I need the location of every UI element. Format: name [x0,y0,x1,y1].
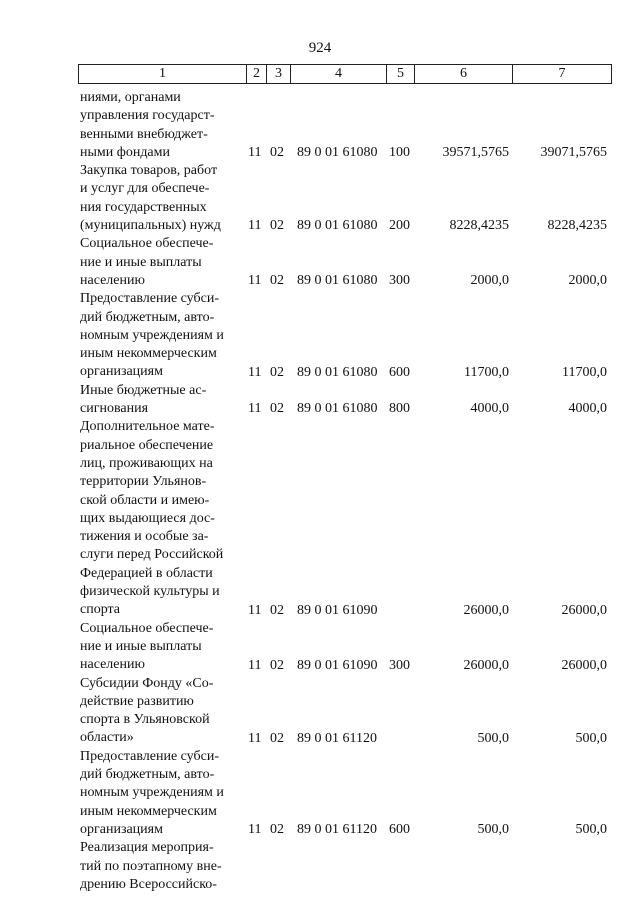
description-line: Иные бюджетные ас- [80,382,207,398]
description-line: управления государст- [80,108,215,124]
description-line: спорта в Ульяновской [80,712,210,728]
description-line: ние и иные выплаты [80,638,202,654]
header-col-2: 2 [247,65,267,83]
cell-col-7: 11700,0 [562,364,607,380]
description-line: Федерацией в области [80,565,213,581]
cell-col-2: 11 [248,145,262,161]
table-row [0,382,640,419]
table-row [0,675,640,748]
cell-col-7: 8228,4235 [547,218,607,234]
row-description [80,748,244,839]
row-description [80,235,244,290]
cell-col-7: 26000,0 [561,657,607,673]
cell-col-5: 300 [389,273,410,289]
cell-col-6: 26000,0 [463,657,509,673]
description-line: населению [80,272,145,288]
row-description [80,290,244,381]
description-line: Дополнительное мате- [80,419,215,435]
description-line: ниями, органами [80,90,181,105]
cell-col-6: 26000,0 [463,602,509,618]
description-line: сигнования [80,401,149,417]
row-description [80,839,244,894]
description-line: организациям [80,364,163,380]
cell-col-3: 02 [270,657,284,673]
cell-col-7: 500,0 [575,822,607,838]
description-line: ния государственных [80,199,207,215]
cell-col-5: 800 [389,401,410,417]
description-line: дрению Всероссийско- [80,876,217,892]
cell-col-5: 300 [389,657,410,673]
description-line: риальное обеспечение [80,437,214,453]
description-line: действие развитию [80,693,194,709]
description-line: щих выдающиеся дос- [80,510,215,526]
description-line: ными фондами [80,144,171,160]
description-line: слуги перед Российской [80,547,224,563]
row-description [80,89,244,162]
description-line: иным некоммерческим [80,803,217,819]
row-description [80,162,244,235]
cell-col-7: 2000,0 [568,273,607,289]
cell-col-6: 500,0 [477,822,509,838]
cell-col-3: 02 [270,822,284,838]
cell-col-6: 39571,5765 [442,145,509,161]
description-line: тий по поэтапному вне- [80,858,222,874]
description-line: населению [80,657,145,673]
cell-col-3: 02 [270,273,284,289]
description-line: физической культуры и [80,584,220,600]
cell-col-6: 11700,0 [464,364,509,380]
cell-col-6: 500,0 [477,730,509,746]
cell-col-2: 11 [248,273,262,289]
header-col-3: 3 [267,65,291,83]
description-line: Социальное обеспече- [80,620,214,636]
cell-col-4: 89 0 01 61080 [297,273,378,289]
cell-col-7: 4000,0 [568,401,607,417]
cell-col-7: 39071,5765 [540,145,607,161]
row-description [80,418,244,619]
header-col-1: 1 [79,65,247,83]
description-line: организациям [80,821,163,837]
cell-col-4: 89 0 01 61080 [297,364,378,380]
cell-col-3: 02 [270,145,284,161]
cell-col-5: 600 [389,364,410,380]
description-line: ние и иные выплаты [80,254,202,270]
description-line: тижения и особые за- [80,529,209,545]
row-description [80,382,244,419]
cell-col-4: 89 0 01 61080 [297,218,378,234]
description-line: ской области и имею- [80,492,210,508]
description-line: Реализация мероприя- [80,840,214,856]
description-line: спорта [80,602,121,618]
description-line: (муниципальных) нужд [80,218,221,234]
table-row [0,89,640,162]
description-line: Предоставление субси- [80,291,219,307]
cell-col-3: 02 [270,364,284,380]
description-line: Социальное обеспече- [80,236,214,252]
cell-col-4: 89 0 01 61120 [297,822,377,838]
description-line: дий бюджетным, авто- [80,767,215,783]
row-description [80,620,244,675]
header-col-7: 7 [558,66,566,81]
cell-col-3: 02 [270,401,284,417]
header-col-5: 5 [387,65,415,83]
cell-col-6: 2000,0 [470,273,509,289]
row-description [80,675,244,748]
cell-col-5: 200 [389,218,410,234]
cell-col-7: 500,0 [575,730,607,746]
cell-col-6: 4000,0 [470,401,509,417]
cell-col-5: 600 [389,822,410,838]
table-row [0,839,640,894]
description-line: лиц, проживающих на [80,455,213,471]
table-row [0,162,640,235]
description-line: номным учреждениям и [80,785,224,801]
description-line: Предоставление субси- [80,748,219,764]
description-line: Закупка товаров, работ [80,163,218,179]
cell-col-2: 11 [248,730,262,746]
cell-col-4: 89 0 01 61080 [297,401,378,417]
cell-col-5: 100 [389,145,410,161]
cell-col-2: 11 [248,657,262,673]
header-col-6: 6 [415,65,513,83]
page-number: 924 [308,40,332,56]
description-line: территории Ульянов- [80,474,207,490]
description-line: дий бюджетным, авто- [80,309,215,325]
cell-col-4: 89 0 01 61090 [297,657,378,673]
table-header [78,64,612,84]
cell-col-6: 8228,4235 [449,218,509,234]
cell-col-3: 02 [270,730,284,746]
description-line: номным учреждениям и [80,327,224,343]
cell-col-2: 11 [248,364,262,380]
table-row [0,748,640,840]
table-row [0,290,640,382]
description-line: Субсидии Фонду «Со- [80,675,214,691]
table-row [0,235,640,290]
cell-col-3: 02 [270,602,284,618]
cell-col-2: 11 [248,401,262,417]
header-col-4: 4 [291,65,387,83]
cell-col-4: 89 0 01 61080 [297,145,378,161]
cell-col-4: 89 0 01 61090 [297,602,378,618]
table-row [0,620,640,675]
table-row [0,418,640,619]
description-line: венными внебюджет- [80,126,208,142]
cell-col-2: 11 [248,218,262,234]
description-line: области» [80,730,134,746]
cell-col-3: 02 [270,218,284,234]
description-line: и услуг для обеспече- [80,181,210,197]
cell-col-2: 11 [248,602,262,618]
cell-col-4: 89 0 01 61120 [297,730,377,746]
cell-col-7: 26000,0 [561,602,607,618]
description-line: иным некоммерческим [80,346,217,362]
cell-col-2: 11 [248,822,262,838]
